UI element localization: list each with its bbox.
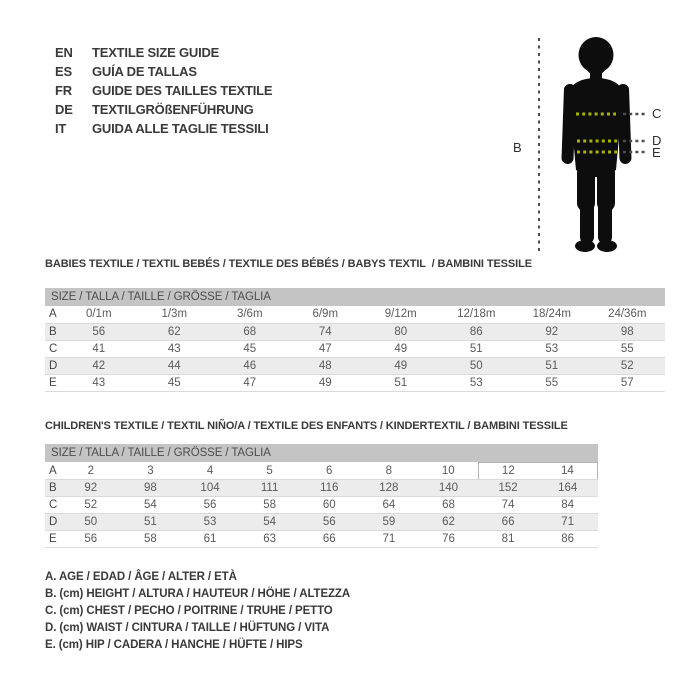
table-cell: 116: [299, 480, 359, 497]
row-label: A: [45, 306, 61, 323]
children-table-title: CHILDREN'S TEXTILE / TEXTIL NIÑO/A / TEXTILE DES ENFANTS / KINDERTEXTIL / BAMBINI TESSILE: [45, 420, 568, 432]
table-cell: 6: [299, 463, 359, 480]
table-cell: 12/18m: [439, 306, 515, 323]
table-cell: 71: [359, 531, 419, 548]
table-row: [45, 374, 665, 391]
table-cell: 49: [363, 340, 439, 357]
table-cell: 18/24m: [514, 306, 590, 323]
table-cell: 48: [288, 357, 364, 374]
table-cell: 62: [137, 323, 213, 340]
language-code: IT: [55, 121, 67, 136]
size-header-bar: SIZE / TALLA / TAILLE / GRÖSSE / TAGLIA: [45, 444, 598, 462]
table-cell: 41: [61, 340, 137, 357]
table-cell: 47: [288, 340, 364, 357]
language-code: FR: [55, 83, 72, 98]
table-row: [45, 497, 598, 514]
table-cell: 58: [240, 497, 300, 514]
table-cell: 8: [359, 463, 419, 480]
row-label: E: [45, 531, 61, 548]
table-cell: 64: [359, 497, 419, 514]
table-cell: 68: [419, 497, 479, 514]
table-cell: 42: [61, 357, 137, 374]
table-cell: 50: [61, 514, 121, 531]
language-row: [55, 81, 272, 100]
legend-item: E. (cm) HIP / CADERA / HANCHE / HÜFTE / HIPS: [45, 639, 303, 651]
legend-item: C. (cm) CHEST / PECHO / POITRINE / TRUHE / PETTO: [45, 605, 333, 617]
table-cell: 52: [590, 357, 666, 374]
measurement-legend: [45, 569, 350, 654]
table-cell: 84: [538, 497, 598, 514]
table-cell: 52: [61, 497, 121, 514]
table-cell: 54: [121, 497, 181, 514]
table-cell: 80: [363, 323, 439, 340]
table-cell: 58: [121, 531, 181, 548]
language-label: TEXTILE SIZE GUIDE: [92, 45, 220, 60]
table-cell: 57: [590, 374, 666, 391]
table-cell: 2: [61, 463, 121, 480]
table-cell: 140: [419, 480, 479, 497]
figure-label-d: D: [652, 133, 662, 148]
table-cell: 51: [121, 514, 181, 531]
language-row: [55, 43, 272, 62]
table-cell: 86: [439, 323, 515, 340]
babies-size-table: [45, 288, 665, 392]
row-label: B: [45, 480, 61, 497]
row-label: D: [45, 357, 61, 374]
table-cell: 152: [478, 480, 538, 497]
table-row: [45, 514, 598, 531]
table-cell: 45: [137, 374, 213, 391]
table-cell: 164: [538, 480, 598, 497]
table-cell: 47: [212, 374, 288, 391]
table-cell: 128: [359, 480, 419, 497]
table-cell: 46: [212, 357, 288, 374]
table-row: [45, 323, 665, 340]
row-label: A: [45, 463, 61, 480]
language-row: [55, 119, 272, 138]
table-cell: 92: [514, 323, 590, 340]
row-label: C: [45, 340, 61, 357]
table-cell: 10: [419, 463, 479, 480]
language-code: DE: [55, 102, 73, 117]
legend-item: A. AGE / EDAD / ÂGE / ALTER / ETÀ: [45, 571, 237, 583]
table-row: [45, 306, 665, 323]
table-cell: 86: [538, 531, 598, 548]
table-cell: 81: [478, 531, 538, 548]
language-label: GUIDE DES TAILLES TEXTILE: [92, 83, 273, 98]
table-cell: 74: [288, 323, 364, 340]
table-cell: 60: [299, 497, 359, 514]
legend-item: B. (cm) HEIGHT / ALTURA / HAUTEUR / HÖHE / ALTEZZA: [45, 588, 351, 600]
table-cell: 66: [299, 531, 359, 548]
table-cell: 9/12m: [363, 306, 439, 323]
language-list: [55, 43, 272, 138]
table-cell: 4: [180, 463, 240, 480]
table-cell: 44: [137, 357, 213, 374]
table-cell: 98: [590, 323, 666, 340]
row-label: B: [45, 323, 61, 340]
table-cell: 5: [240, 463, 300, 480]
table-cell: 43: [137, 340, 213, 357]
language-label: GUIDA ALLE TAGLIE TESSILI: [92, 121, 269, 136]
figure-label-b: B: [513, 140, 522, 155]
child-measurement-figure: [505, 28, 680, 258]
table-row: [45, 463, 598, 480]
table-cell: 55: [514, 374, 590, 391]
table-cell: 53: [180, 514, 240, 531]
size-header-bar: SIZE / TALLA / TAILLE / GRÖSSE / TAGLIA: [45, 288, 665, 306]
figure-label-c: C: [652, 106, 662, 121]
table-cell: 49: [363, 357, 439, 374]
table-cell: 76: [419, 531, 479, 548]
table-cell: 51: [439, 340, 515, 357]
babies-table-body: [45, 306, 665, 391]
table-cell: 6/9m: [288, 306, 364, 323]
table-cell: 68: [212, 323, 288, 340]
table-cell: 111: [240, 480, 300, 497]
table-row: [45, 357, 665, 374]
language-row: [55, 62, 272, 81]
table-cell: 53: [439, 374, 515, 391]
children-table-body: [45, 463, 598, 548]
row-label: C: [45, 497, 61, 514]
table-cell: 14: [538, 463, 598, 480]
table-cell: 62: [419, 514, 479, 531]
table-cell: 49: [288, 374, 364, 391]
table-cell: 63: [240, 531, 300, 548]
table-cell: 59: [359, 514, 419, 531]
table-cell: 12: [478, 463, 538, 480]
table-cell: 104: [180, 480, 240, 497]
table-row: [45, 480, 598, 497]
figure-label-e: E: [652, 145, 661, 160]
table-cell: 61: [180, 531, 240, 548]
table-cell: 74: [478, 497, 538, 514]
table-cell: 56: [180, 497, 240, 514]
row-label: E: [45, 374, 61, 391]
table-cell: 50: [439, 357, 515, 374]
table-cell: 98: [121, 480, 181, 497]
language-label: TEXTILGRÖßENFÜHRUNG: [92, 102, 254, 117]
babies-table-title: BABIES TEXTILE / TEXTIL BEBÉS / TEXTILE DES BÉBÉS / BABYS TEXTIL / BAMBINI TESSILE: [45, 258, 532, 270]
table-cell: 56: [61, 323, 137, 340]
table-cell: 51: [363, 374, 439, 391]
table-cell: 53: [514, 340, 590, 357]
language-row: [55, 100, 272, 119]
table-cell: 66: [478, 514, 538, 531]
table-cell: 1/3m: [137, 306, 213, 323]
language-code: ES: [55, 64, 72, 79]
table-cell: 56: [299, 514, 359, 531]
table-cell: 56: [61, 531, 121, 548]
row-label: D: [45, 514, 61, 531]
table-cell: 24/36m: [590, 306, 666, 323]
table-cell: 0/1m: [61, 306, 137, 323]
table-cell: 55: [590, 340, 666, 357]
table-row: [45, 340, 665, 357]
legend-item: D. (cm) WAIST / CINTURA / TAILLE / HÜFTUNG / VITA: [45, 622, 330, 634]
table-cell: 45: [212, 340, 288, 357]
table-cell: 92: [61, 480, 121, 497]
table-cell: 3: [121, 463, 181, 480]
table-cell: 3/6m: [212, 306, 288, 323]
table-cell: 43: [61, 374, 137, 391]
table-cell: 54: [240, 514, 300, 531]
table-cell: 71: [538, 514, 598, 531]
language-label: GUÍA DE TALLAS: [92, 64, 197, 79]
table-row: [45, 531, 598, 548]
children-size-table: [45, 444, 598, 548]
table-cell: 51: [514, 357, 590, 374]
language-code: EN: [55, 45, 73, 60]
